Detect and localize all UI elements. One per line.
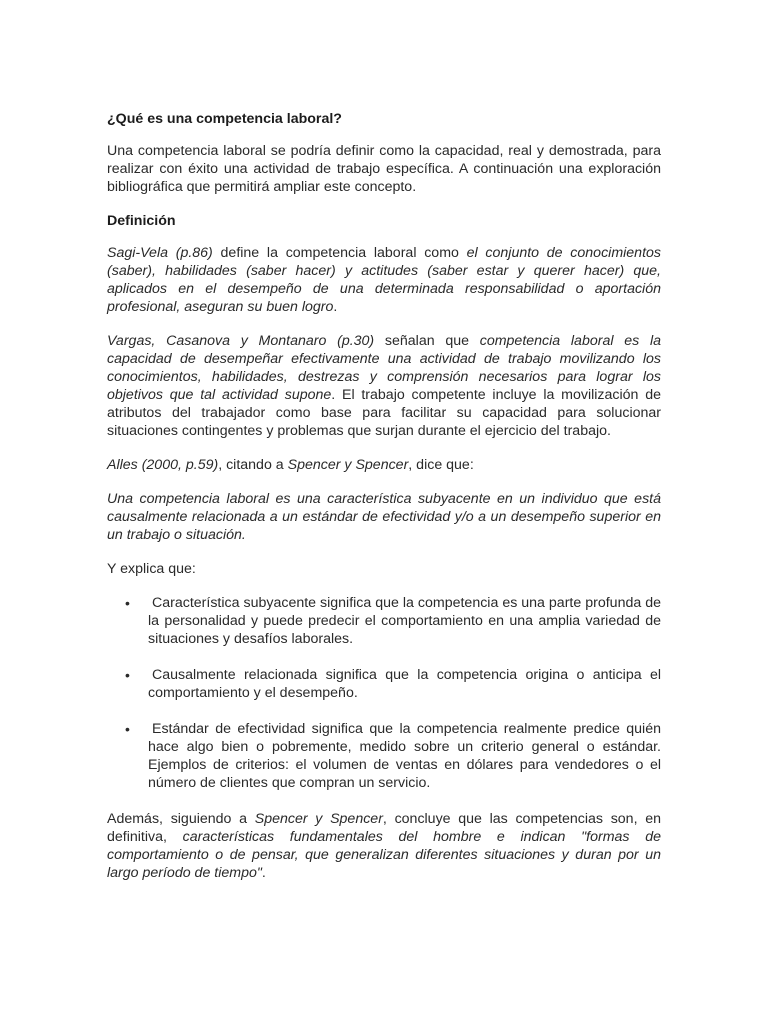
paragraph-text: define la competencia laboral como	[212, 245, 467, 261]
bullet-list	[107, 594, 661, 792]
paragraph-text: . El trabajo competente incluye la movilización de atributos del trabajador como base para facilitar su capacidad para solucionar situaciones contingentes y problemas que surjan durante el ejercicio del trabajo.	[107, 387, 661, 439]
definition-heading: Definición	[107, 213, 176, 229]
cited-authors: Spencer y Spencer	[254, 811, 383, 827]
list-item	[107, 720, 661, 792]
intro-paragraph: Una competencia laboral se podría definir como la capacidad, real y demostrada, para realizar con éxito una actividad de trabajo específica. A continuación una exploración bibliográfica que permitirá ampliar este concepto.	[107, 143, 661, 195]
list-item	[107, 594, 661, 648]
page-title: ¿Qué es una competencia laboral?	[107, 111, 342, 127]
quoted-definition: características fundamentales del hombre e indican "formas de comportamiento o de pensar, que generalizan diferentes situaciones y duran por un largo período de tiempo"	[107, 829, 661, 881]
definition-paragraph-alles	[107, 456, 661, 474]
paragraph-text: .	[261, 865, 266, 881]
paragraph-text: .	[333, 299, 338, 315]
explains-paragraph: Y explica que:	[107, 561, 196, 577]
quote-block: Una competencia laboral es una característica subyacente en un individuo que está causalmente relacionada a un estándar de efectividad y/o a un desempeño superior en un trabajo o situación.	[107, 491, 661, 543]
list-item	[107, 666, 661, 702]
citation-author: Vargas, Casanova y Montanaro (p.30)	[107, 333, 375, 349]
conclusion-paragraph	[107, 810, 661, 882]
quoted-definition: el conjunto de conocimientos (saber), habilidades (saber hacer) y actitudes (saber estar y querer hacer) que, aplicados en el desempeño de una determinada responsabilidad o aportación profesional, aseguran su buen logro	[107, 245, 661, 315]
paragraph-text: Además, siguiendo a	[107, 811, 255, 827]
bullet-icon: •	[125, 667, 130, 683]
bullet-icon: •	[125, 595, 130, 611]
paragraph-text: , concluye que las competencias son, en definitiva,	[107, 811, 662, 845]
list-item-text: Causalmente relacionada significa que la competencia origina o anticipa el comportamiento y el desempeño.	[148, 667, 661, 701]
cited-authors: Spencer y Spencer	[287, 457, 409, 473]
list-item-text: Estándar de efectividad significa que la competencia realmente predice quién hace algo bien o pobremente, medido sobre un criterio general o estándar. Ejemplos de criterios: el volumen de ventas en dólares para vendedores o el número de clientes que compran un servicio.	[148, 721, 661, 791]
list-item-text: Característica subyacente significa que la competencia es una parte profunda de la personalidad y puede predecir el comportamiento en una amplia variedad de situaciones y desafíos laborales.	[148, 595, 661, 647]
paragraph-text: , dice que:	[408, 457, 474, 473]
paragraph-text: , citando a	[218, 457, 288, 473]
definition-paragraph-sagi-vela	[107, 244, 661, 316]
definition-paragraph-vargas	[107, 332, 661, 440]
quoted-definition: competencia laboral es la capacidad de desempeñar efectivamente una actividad de trabajo movilizando los conocimientos, habilidades, destrezas y comprensión necesarios para lograr los objetivos que tal actividad supone	[107, 333, 661, 403]
citation-author: Sagi-Vela (p.86)	[107, 245, 213, 261]
document-body	[107, 110, 661, 898]
citation-author: Alles (2000, p.59)	[107, 457, 219, 473]
paragraph-text: señalan que	[374, 333, 480, 349]
bullet-icon: •	[125, 721, 130, 737]
